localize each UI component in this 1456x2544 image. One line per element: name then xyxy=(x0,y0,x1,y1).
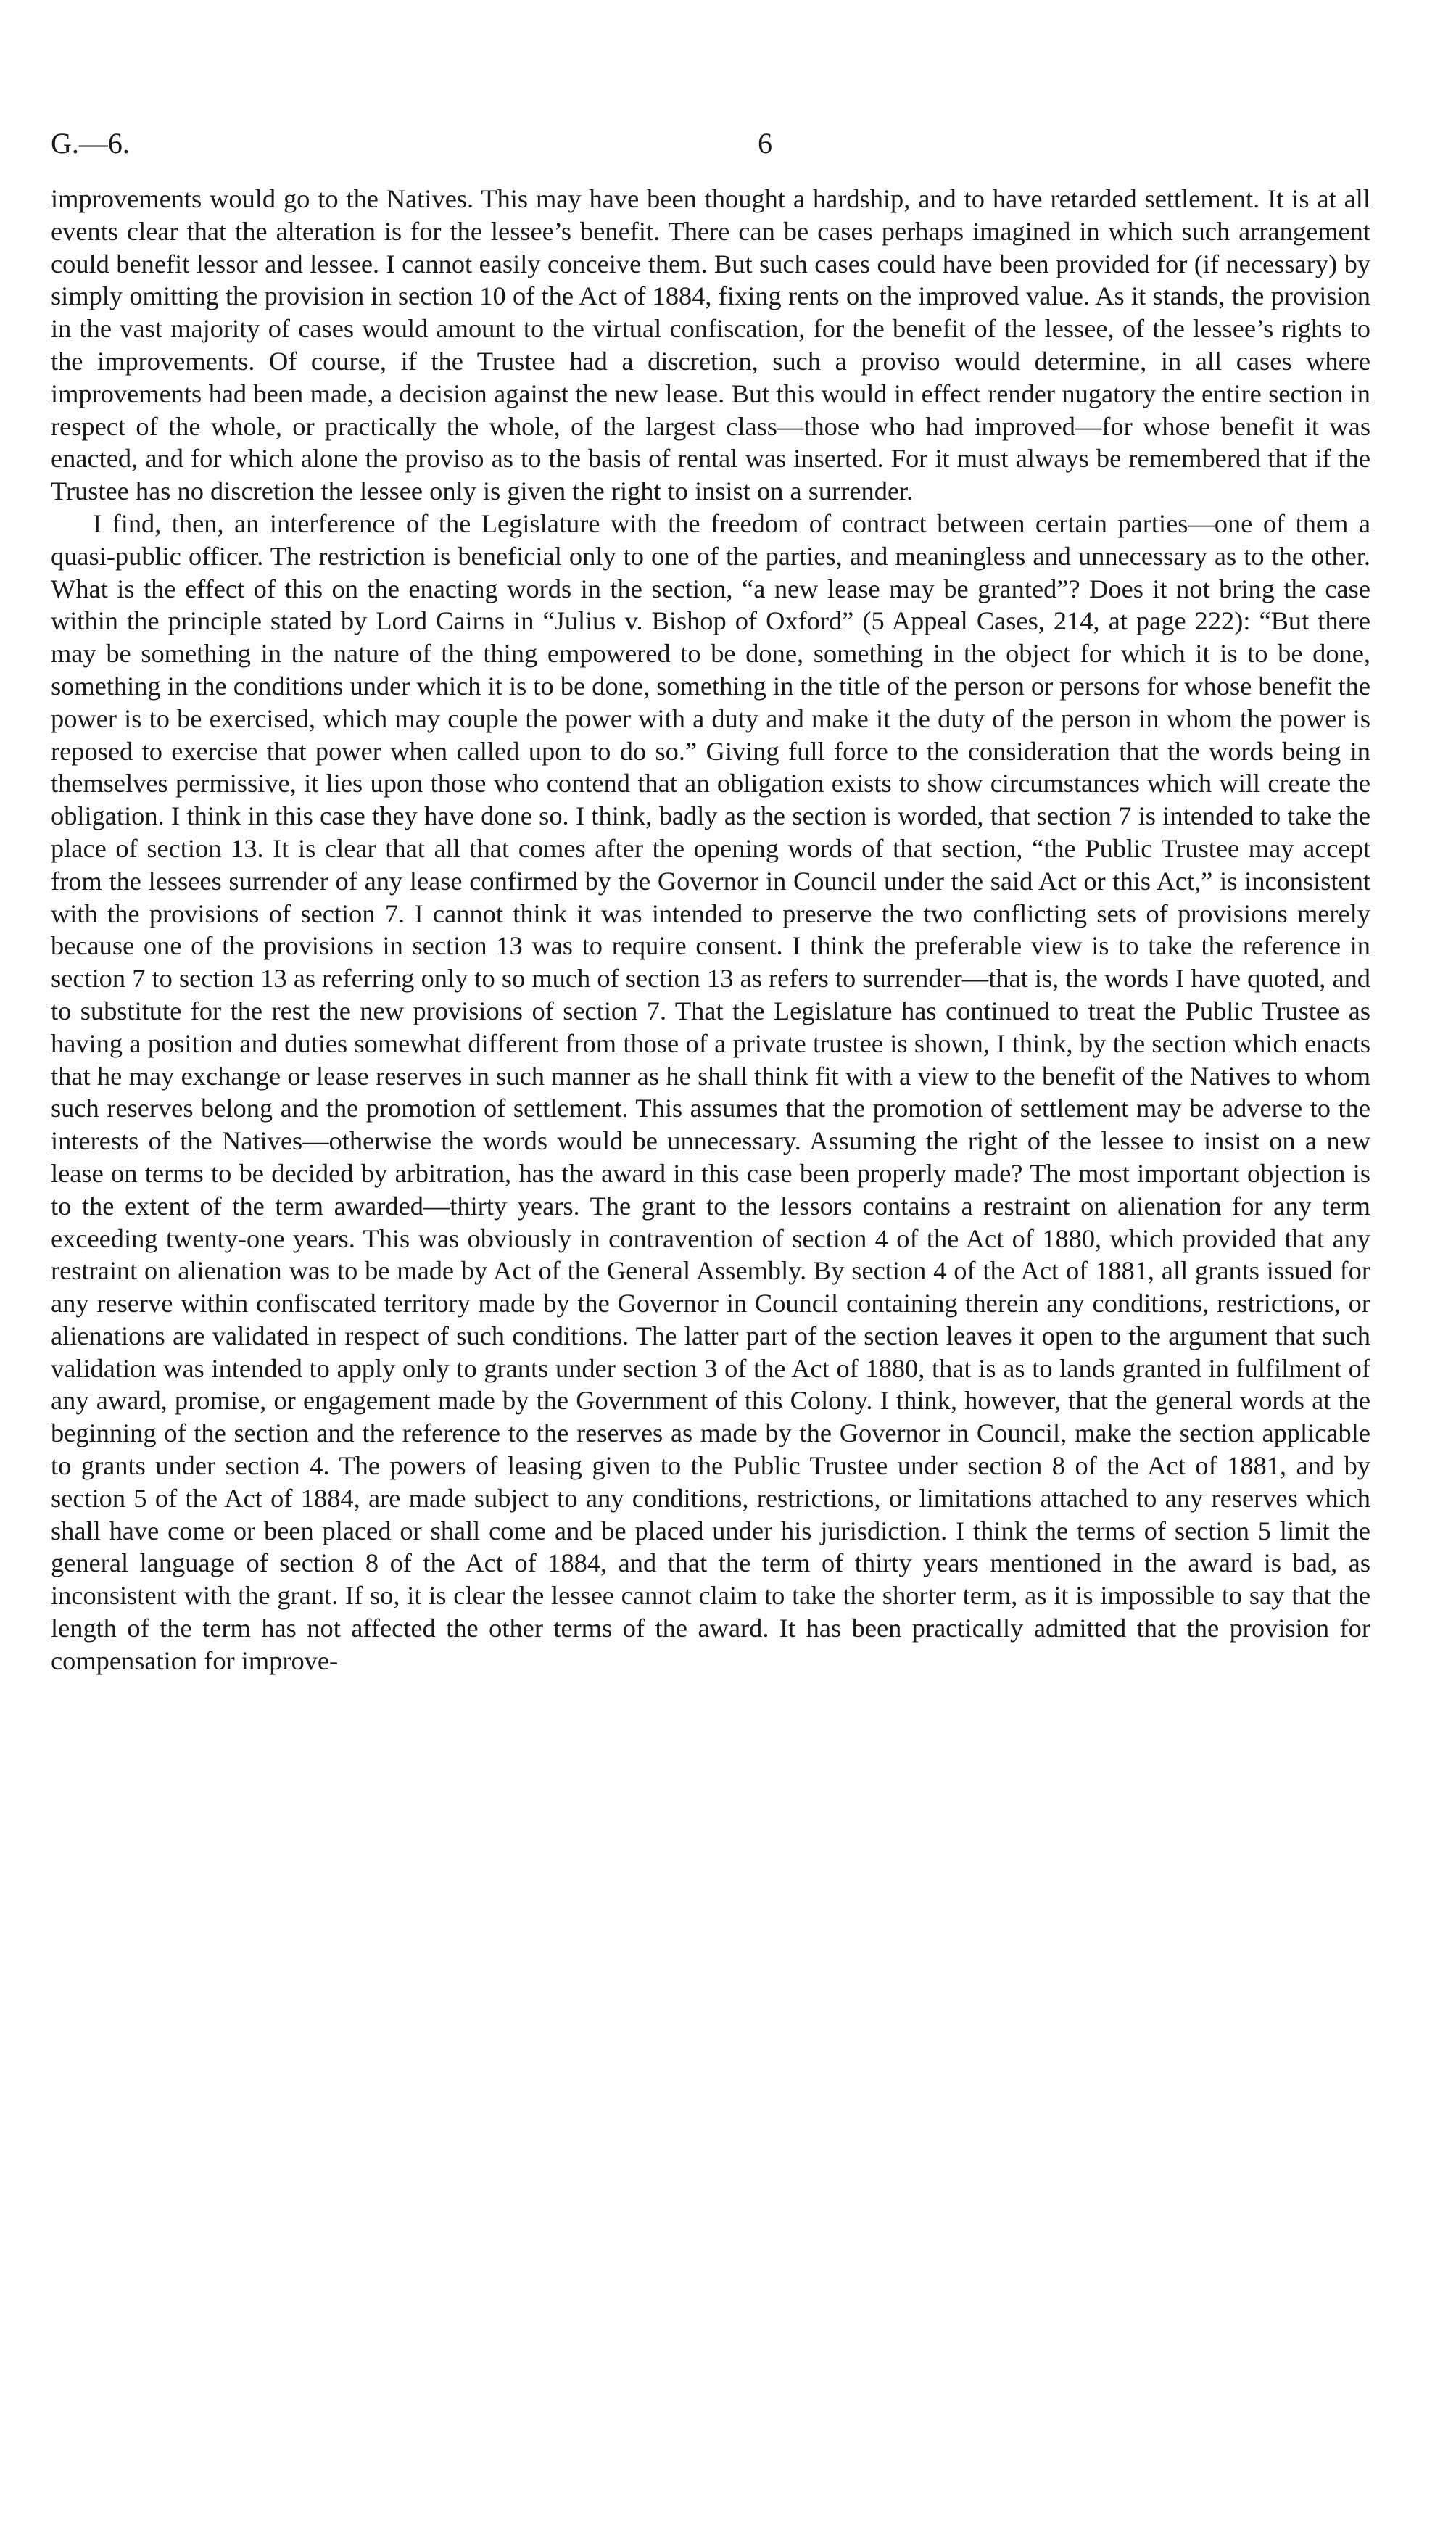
body-text xyxy=(51,183,1370,1677)
page-number: 6 xyxy=(758,127,772,160)
document-code: G.—6. xyxy=(51,127,130,160)
paragraph-continued: improvements would go to the Natives. This may have been thought a hardship, and to have retarded settlement. It is at all events clear that the alteration is for the lessee’s benefit. There can be cases perhaps imagined in which such arrangement could benefit lessor and lessee. I cannot easily conceive them. But such cases could have been provided for (if necessary) by simply omitting the provision in section 10 of the Act of 1884, fixing rents on the improved value. As it stands, the provision in the vast majority of cases would amount to the virtual confiscation, for the benefit of the lessee, of the lessee’s rights to the improvements. Of course, if the Trustee had a discretion, such a proviso would determine, in all cases where improvements had been made, a decision against the new lease. But this would in effect render nugatory the entire section in respect of the whole, or practically the whole, of the largest class—those who had improved—for whose benefit it was enacted, and for which alone the proviso as to the basis of rental was inserted. For it must always be remembered that if the Trustee has no discretion the lessee only is given the right to insist on a surrender. xyxy=(51,184,1370,506)
page-header xyxy=(51,122,1368,165)
paragraph: I find, then, an interference of the Legislature with the freedom of contract between certain parties—one of them a quasi-public officer. The restriction is beneficial only to one of the parties, and meaningless and unnecessary as to the other. What is the effect of this on the enacting words in the section, “a new lease may be granted”? Does it not bring the case within the principle stated by Lord Cairns in “Julius v. Bishop of Oxford” (5 Appeal Cases, 214, at page 222): “But there may be something in the nature of the thing empowered to be done, something in the object for which it is to be done, something in the conditions under which it is to be done, something in the title of the person or persons for whose benefit the power is to be exercised, which may couple the power with a duty and make it the duty of the person in whom the power is reposed to exercise that power when called upon to do so.” Giving full force to the consideration that the words being in themselves permissive, it lies upon those who contend that an obligation exists to show circumstances which will create the obligation. I think in this case they have done so. I think, badly as the section is worded, that section 7 is intended to take the place of section 13. It is clear that all that comes after the opening words of that section, “the Public Trustee may accept from the lessees surrender of any lease confirmed by the Governor in Council under the said Act or this Act,” is inconsistent with the provisions of section 7. I cannot think it was intended to preserve the two conflicting sets of provisions merely because one of the provisions in section 13 was to require consent. I think the preferable view is to take the reference in section 7 to section 13 as referring only to so much of section 13 as refers to surrender—that is, the words I have quoted, and to substitute for the rest the new provisions of section 7. That the Legislature has continued to treat the Public Trustee as having a position and duties somewhat different from those of a private trustee is shown, I think, by the section which enacts that he may exchange or lease reserves in such manner as he shall think fit with a view to the benefit of the Natives to whom such reserves belong and the promotion of settlement. This assumes that the promotion of settlement may be adverse to the interests of the Natives—otherwise the words would be unnecessary. Assuming the right of the lessee to insist on a new lease on terms to be decided by arbitration, has the award in this case been properly made? The most important objection is to the extent of the term awarded—thirty years. The grant to the lessors contains a restraint on alienation for any term exceeding twenty-one years. This was obviously in contravention of section 4 of the Act of 1880, which provided that any restraint on alienation was to be made by Act of the General Assembly. By section 4 of the Act of 1881, all grants issued for any reserve within confiscated territory made by the Governor in Council containing therein any conditions, restrictions, or alienations are validated in respect of such conditions. The latter part of the section leaves it open to the argument that such validation was intended to apply only to grants under section 3 of the Act of 1880, that is as to lands granted in fulfilment of any award, promise, or engagement made by the Government of this Colony. I think, however, that the general words at the beginning of the section and the reference to the reserves as made by the Governor in Council, make the section applicable to grants under section 4. The powers of leasing given to the Public Trustee under section 8 of the Act of 1881, and by section 5 of the Act of 1884, are made subject to any conditions, restrictions, or limitations attached to any reserves which shall have come or been placed or shall come and be placed under his jurisdiction. I think the terms of section 5 limit the general language of section 8 of the Act of 1884, and that the term of thirty years mentioned in the award is bad, as inconsistent with the grant. If so, it is clear the lessee cannot claim to take the shorter term, as it is impossible to say that the length of the term has not affected the other terms of the award. It has been practically admitted that the provision for compensation for improve- xyxy=(51,508,1370,1675)
